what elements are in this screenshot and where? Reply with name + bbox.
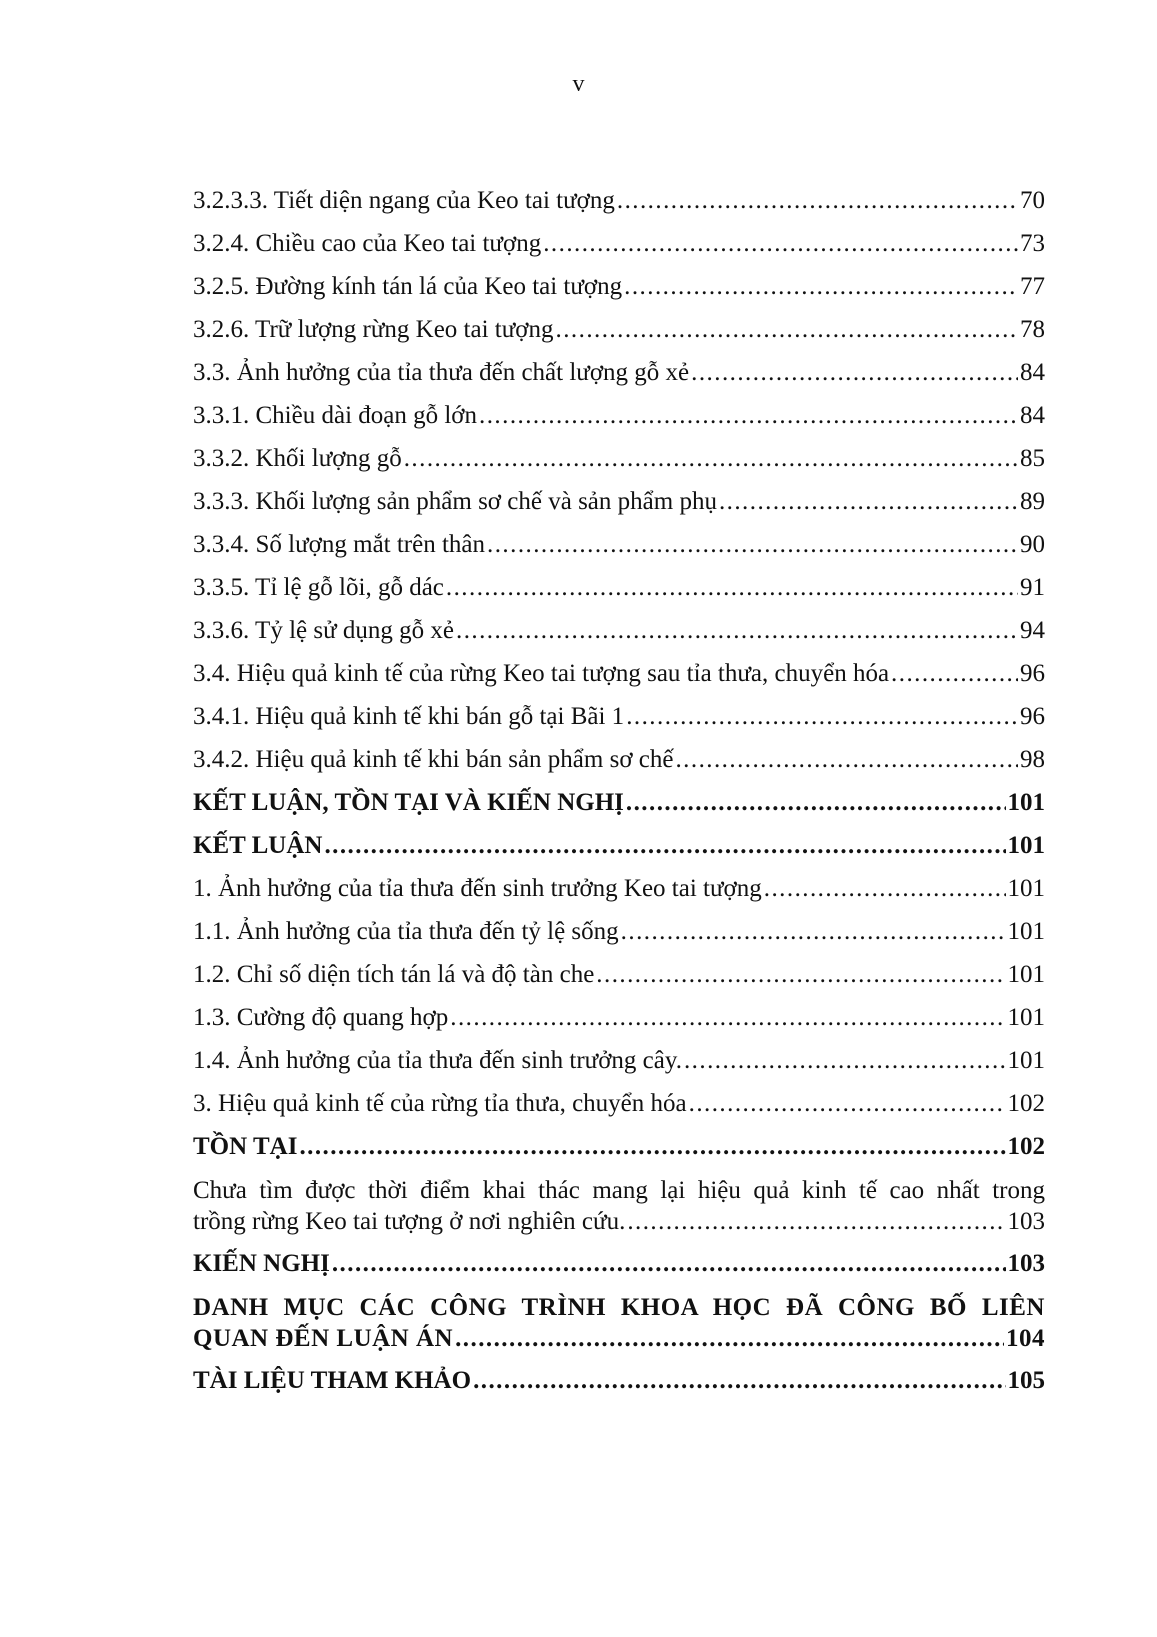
toc-entry-page: 89 bbox=[1020, 488, 1045, 515]
toc-entry bbox=[193, 315, 1045, 358]
toc-entry-heading-multiline bbox=[193, 1292, 1045, 1354]
toc-entry-heading bbox=[193, 1366, 1045, 1409]
toc-entry-label-line2: trồng rừng Keo tai tượng ở nơi nghiên cứu. bbox=[193, 1208, 626, 1235]
toc-entry bbox=[193, 1046, 1045, 1089]
toc-entry-label: KẾT LUẬN bbox=[193, 832, 323, 859]
toc-entry-page: 94 bbox=[1020, 617, 1045, 644]
toc-entry-page: 77 bbox=[1020, 273, 1045, 300]
dot-leader bbox=[764, 874, 1006, 903]
toc-entry bbox=[193, 272, 1045, 315]
dot-leader bbox=[719, 487, 1018, 516]
toc-entry-label: 3.3.5. Tỉ lệ gỗ lõi, gỗ dác bbox=[193, 574, 444, 601]
toc-entry-label: 3.4. Hiệu quả kinh tế của rừng Keo tai tượng sau tỉa thưa, chuyển hóa bbox=[193, 660, 890, 687]
toc-entry bbox=[193, 530, 1045, 573]
table-of-contents bbox=[193, 186, 1045, 1409]
dot-leader bbox=[626, 788, 1006, 817]
dot-leader bbox=[473, 1366, 1005, 1395]
toc-entry-page: 78 bbox=[1020, 316, 1045, 343]
toc-entry-label: 3.3.1. Chiều dài đoạn gỗ lớn bbox=[193, 402, 478, 429]
toc-entry-label: 3.4.1. Hiệu quả kinh tế khi bán gỗ tại Bãi 1 bbox=[193, 703, 625, 730]
toc-entry-label: 3.4.2. Hiệu quả kinh tế khi bán sản phẩm sơ chế bbox=[193, 746, 674, 773]
dot-leader bbox=[624, 272, 1018, 301]
toc-entry-label: 1.4. Ảnh hưởng của tỉa thưa đến sinh trưởng cây. bbox=[193, 1047, 682, 1074]
toc-entry-heading bbox=[193, 831, 1045, 874]
dot-leader bbox=[891, 659, 1018, 688]
toc-entry-heading bbox=[193, 788, 1045, 831]
toc-entry bbox=[193, 1089, 1045, 1132]
toc-entry-label: 3.3.2. Khối lượng gỗ bbox=[193, 445, 402, 472]
dot-leader bbox=[675, 745, 1018, 774]
toc-entry-label: TÀI LIỆU THAM KHẢO bbox=[193, 1367, 472, 1394]
dot-leader bbox=[596, 960, 1005, 989]
toc-entry-label: 3.3.3. Khối lượng sản phẩm sơ chế và sản phẩm phụ bbox=[193, 488, 717, 515]
toc-entry-label: 3.2.3.3. Tiết diện ngang của Keo tai tượng bbox=[193, 187, 615, 214]
toc-entry bbox=[193, 616, 1045, 659]
dot-leader bbox=[455, 1323, 1004, 1354]
toc-entry-page: 73 bbox=[1020, 230, 1045, 257]
toc-entry-page: 96 bbox=[1020, 703, 1045, 730]
toc-entry-label: 3.3.4. Số lượng mắt trên thân bbox=[193, 531, 486, 558]
toc-entry bbox=[193, 487, 1045, 530]
toc-entry bbox=[193, 874, 1045, 917]
dot-leader bbox=[617, 186, 1018, 215]
toc-entry-page: 104 bbox=[1006, 1325, 1045, 1352]
toc-entry bbox=[193, 358, 1045, 401]
dot-leader bbox=[691, 358, 1018, 387]
toc-entry-page: 102 bbox=[1007, 1090, 1045, 1117]
dot-leader bbox=[299, 1132, 1005, 1161]
toc-entry bbox=[193, 401, 1045, 444]
dot-leader bbox=[479, 401, 1018, 430]
toc-entry-label: 1.2. Chỉ số diện tích tán lá và độ tàn che bbox=[193, 961, 595, 988]
toc-entry-page: 84 bbox=[1020, 402, 1045, 429]
toc-entry-page: 102 bbox=[1007, 1133, 1045, 1160]
dot-leader bbox=[332, 1249, 1006, 1278]
toc-entry-page: 103 bbox=[1007, 1208, 1045, 1235]
toc-entry-page: 98 bbox=[1020, 746, 1045, 773]
toc-entry-label: 3.2.6. Trữ lượng rừng Keo tai tượng bbox=[193, 316, 554, 343]
toc-entry bbox=[193, 573, 1045, 616]
toc-entry-label: 3. Hiệu quả kinh tế của rừng tỉa thưa, chuyển hóa bbox=[193, 1090, 687, 1117]
toc-entry-multiline bbox=[193, 1175, 1045, 1237]
page-number: v bbox=[572, 71, 585, 97]
toc-entry-page: 101 bbox=[1007, 1047, 1045, 1074]
toc-entry-page: 105 bbox=[1007, 1367, 1045, 1394]
dot-leader bbox=[543, 229, 1018, 258]
toc-entry-page: 91 bbox=[1020, 574, 1045, 601]
dot-leader bbox=[627, 1206, 1005, 1237]
dot-leader bbox=[684, 1046, 1006, 1075]
toc-entry bbox=[193, 186, 1045, 229]
toc-entry-label: 1. Ảnh hưởng của tỉa thưa đến sinh trưởng Keo tai tượng bbox=[193, 875, 762, 902]
dot-leader bbox=[487, 530, 1018, 559]
toc-entry-label: 3.2.4. Chiều cao của Keo tai tượng bbox=[193, 230, 542, 257]
dot-leader bbox=[446, 573, 1018, 602]
toc-entry bbox=[193, 917, 1045, 960]
toc-entry-label: 3.3. Ảnh hưởng của tỉa thưa đến chất lượng gỗ xẻ bbox=[193, 359, 690, 386]
toc-entry-page: 101 bbox=[1007, 1004, 1045, 1031]
toc-entry-page: 103 bbox=[1007, 1250, 1045, 1277]
toc-entry bbox=[193, 745, 1045, 788]
toc-entry-label: 3.2.5. Đường kính tán lá của Keo tai tượng bbox=[193, 273, 623, 300]
toc-entry-label: 1.3. Cường độ quang hợp bbox=[193, 1004, 449, 1031]
toc-entry-label: TỒN TẠI bbox=[193, 1133, 298, 1160]
toc-entry-page: 101 bbox=[1007, 789, 1045, 816]
toc-entry-label-line1: DANH MỤC CÁC CÔNG TRÌNH KHOA HỌC ĐÃ CÔNG BỐ LIÊN bbox=[193, 1294, 1045, 1321]
dot-leader bbox=[689, 1089, 1006, 1118]
toc-entry-page: 84 bbox=[1020, 359, 1045, 386]
toc-entry bbox=[193, 229, 1045, 272]
dot-leader bbox=[324, 831, 1005, 860]
toc-entry-page: 101 bbox=[1007, 875, 1045, 902]
toc-entry-label: 1.1. Ảnh hưởng của tỉa thưa đến tỷ lệ sống bbox=[193, 918, 619, 945]
toc-entry-label-line1: Chưa tìm được thời điểm khai thác mang lại hiệu quả kinh tế cao nhất trong bbox=[193, 1177, 1045, 1204]
dot-leader bbox=[626, 702, 1018, 731]
toc-entry-page: 70 bbox=[1020, 187, 1045, 214]
dot-leader bbox=[621, 917, 1006, 946]
toc-entry bbox=[193, 1003, 1045, 1046]
toc-entry-page: 96 bbox=[1020, 660, 1045, 687]
toc-entry-label: KIẾN NGHỊ bbox=[193, 1250, 330, 1277]
toc-entry-page: 101 bbox=[1007, 918, 1045, 945]
toc-entry-label: KẾT LUẬN, TỒN TẠI VÀ KIẾN NGHỊ bbox=[193, 789, 624, 816]
toc-entry-page: 101 bbox=[1007, 961, 1045, 988]
dot-leader bbox=[456, 616, 1018, 645]
toc-entry bbox=[193, 659, 1045, 702]
dot-leader bbox=[450, 1003, 1005, 1032]
toc-entry-page: 90 bbox=[1020, 531, 1045, 558]
toc-entry-page: 85 bbox=[1020, 445, 1045, 472]
dot-leader bbox=[556, 315, 1018, 344]
toc-entry-page: 101 bbox=[1007, 832, 1045, 859]
dot-leader bbox=[404, 444, 1018, 473]
toc-entry-label: 3.3.6. Tỷ lệ sử dụng gỗ xẻ bbox=[193, 617, 454, 644]
toc-entry bbox=[193, 960, 1045, 1003]
toc-entry bbox=[193, 444, 1045, 487]
toc-entry-label-line2: QUAN ĐẾN LUẬN ÁN bbox=[193, 1325, 454, 1352]
toc-entry-heading bbox=[193, 1249, 1045, 1292]
toc-entry bbox=[193, 702, 1045, 745]
toc-entry-heading bbox=[193, 1132, 1045, 1175]
